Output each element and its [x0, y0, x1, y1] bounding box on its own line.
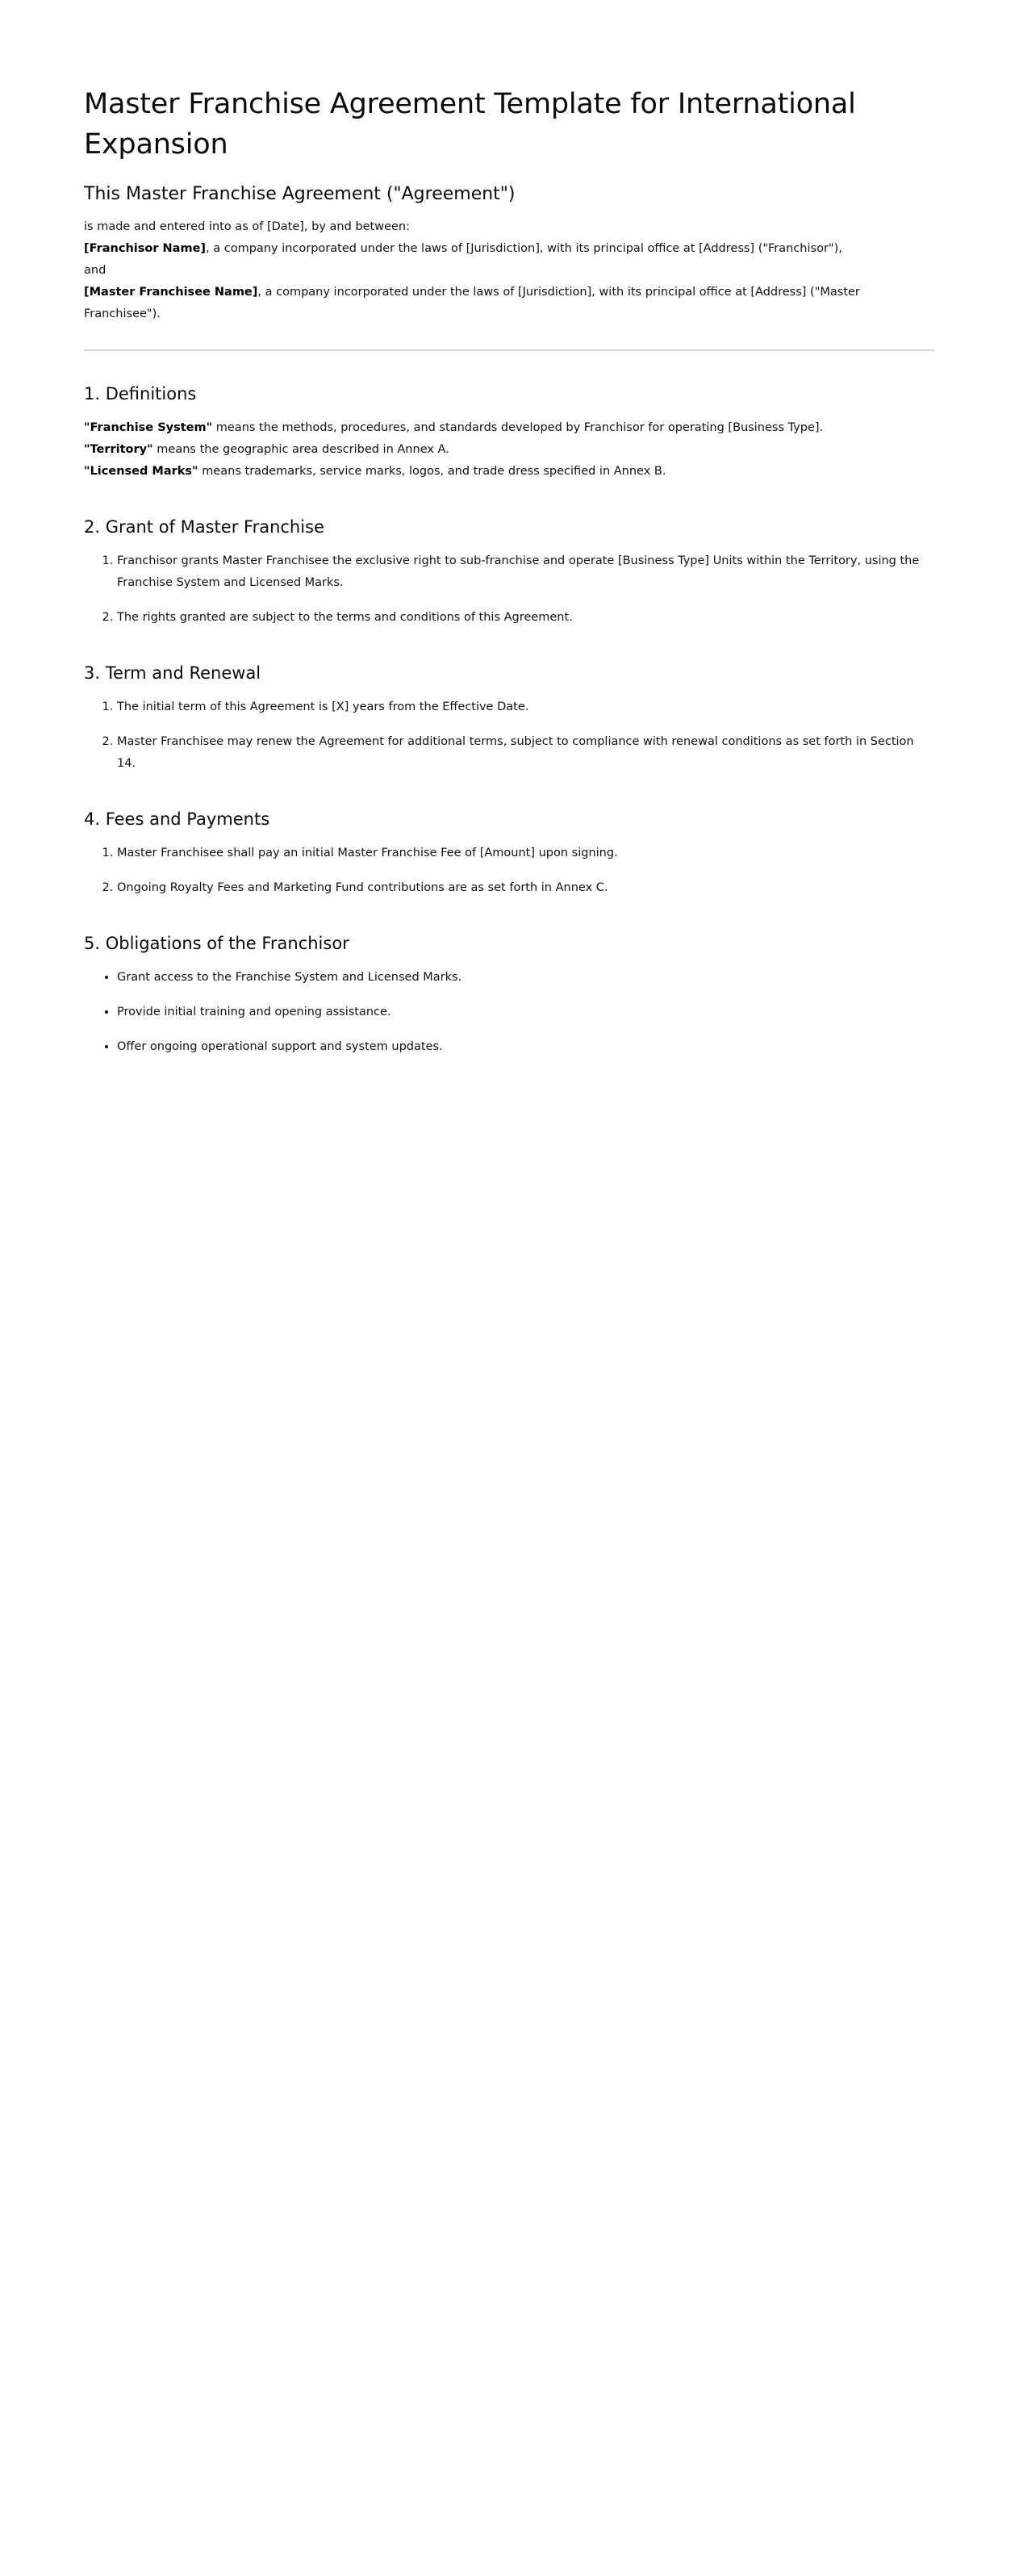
section-definitions [84, 382, 934, 483]
bullet-item: • Grant access to the Franchise System and Licensed Marks. [117, 967, 934, 989]
franchisee-party-details: , a company incorporated under the laws of [Jurisdiction], with its principal office at [Address] ("Master Franchisee"). [84, 286, 860, 320]
list-item: 1. Master Franchisee shall pay an initial Master Franchise Fee of [Amount] upon signing. [117, 843, 934, 864]
section-fees-payments [84, 807, 934, 899]
franchisee-party-line [84, 282, 934, 325]
section-franchisor-obligations [84, 931, 934, 1058]
definition-territory [84, 439, 934, 461]
numbered-list [84, 696, 934, 775]
intro-paragraph [84, 216, 934, 325]
section-heading: 2. Grant of Master Franchise [84, 517, 324, 537]
franchisor-party-details: , a company incorporated under the laws of [Jurisdiction], with its principal office at [Address] ("Franchisor"), [206, 242, 842, 255]
list-item: 1. Franchisor grants Master Franchisee the exclusive right to sub-franchise and operate [Business Type] Units within the Territory, using the Franchise System and Licensed Marks. [117, 550, 934, 594]
franchisor-party-line [84, 238, 934, 260]
definition-licensed-marks [84, 461, 934, 483]
list-item: 1. The initial term of this Agreement is [X] years from the Effective Date. [117, 696, 934, 718]
section-grant [84, 515, 934, 629]
franchisee-name-placeholder: [Master Franchisee Name] [84, 286, 258, 299]
section-heading: 3. Term and Renewal [84, 663, 261, 683]
definition-text: means the methods, procedures, and standards developed by Franchisor for operating [Business Type]. [212, 421, 824, 434]
definition-text: means trademarks, service marks, logos, and trade dress specified in Annex B. [198, 465, 666, 478]
section-term-renewal [84, 661, 934, 775]
bullet-item: • Provide initial training and opening assistance. [117, 1002, 934, 1023]
definitions-list [84, 417, 934, 483]
numbered-list [84, 843, 934, 899]
intro-line: is made and entered into as of [Date], by and between: [84, 220, 410, 233]
section-heading: 5. Obligations of the Franchisor [84, 934, 349, 953]
bullet-item: • Offer ongoing operational support and system updates. [117, 1036, 934, 1058]
bulleted-list [84, 967, 934, 1058]
conjunction-and: and [84, 264, 106, 277]
document-title: Master Franchise Agreement Template for International Expansion [84, 88, 856, 161]
definition-term: "Licensed Marks" [84, 465, 198, 478]
franchisor-name-placeholder: [Franchisor Name] [84, 242, 207, 255]
document-page [0, 0, 1019, 1123]
definition-text: means the geographic area described in Annex A. [152, 443, 449, 456]
definition-franchise-system [84, 417, 934, 439]
definition-term: "Franchise System" [84, 421, 213, 434]
section-divider [84, 349, 934, 351]
section-heading: 4. Fees and Payments [84, 809, 270, 829]
agreement-subtitle: This Master Franchise Agreement ("Agreement") [84, 184, 516, 204]
list-item: 2. Ongoing Royalty Fees and Marketing Fund contributions are as set forth in Annex C. [117, 877, 934, 899]
definition-term: "Territory" [84, 443, 153, 456]
list-item: 2. The rights granted are subject to the terms and conditions of this Agreement. [117, 607, 934, 629]
list-item: 2. Master Franchisee may renew the Agreement for additional terms, subject to compliance with renewal conditions as set forth in Section 14. [117, 731, 934, 775]
numbered-list [84, 550, 934, 629]
section-heading: 1. Definitions [84, 384, 197, 404]
